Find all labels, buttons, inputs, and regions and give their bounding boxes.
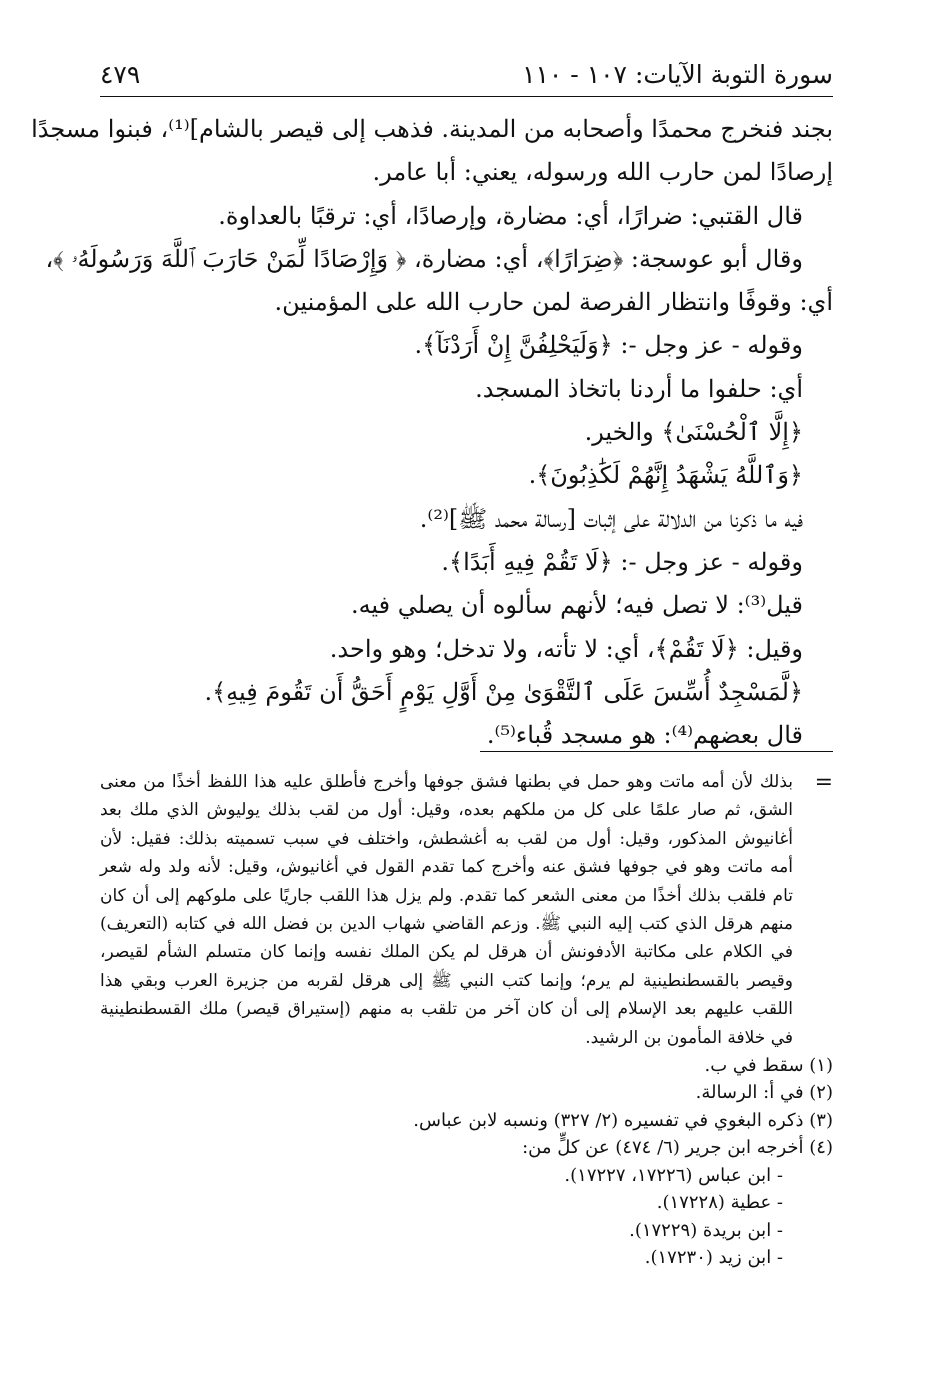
footnote-3: (٣) ذكره البغوي في تفسيره (٢/ ٣٢٧) ونسبه لابن عباس. [413, 1109, 833, 1131]
text-line: وقيل: ﴿لَا تَقُمْ﴾، أي: لا تأته، ولا تدخل؛ وهو واحد. [329, 634, 803, 663]
text-line: بجند فنخرج محمدًا وأصحابه من المدينة. فذهب إلى قيصر بالشام]⁽¹⁾، فبنوا مسجدًا [31, 115, 833, 143]
page-number: ٤٧٩ [100, 59, 141, 89]
footnote-line: أمه ماتت وهو في جوفها فشق عنه وأخرج كما تقدم القول في أغانيوش، وقيل: لأنه ولد وله شعر [100, 857, 793, 878]
footnote-line: بذلك لأن أمه ماتت وهو حمل في بطنها فشق جوفها وأخرج فأطلق عليه هذا اللفظ أخذًا من معنى [100, 772, 793, 792]
footnote-line: أغانيوش المذكور، وقيل: أول من لقب به أغشطش، واختلف في سبب تسميته بذلك: فقيل: لأن [100, 828, 793, 849]
footnotes [100, 768, 833, 1272]
text-line: أي: وقوفًا وانتظار الفرصة لمن حارب الله على المؤمنين. [274, 288, 833, 317]
running-header [100, 52, 833, 97]
footnote-line: تام فلقب بذلك أخذًا من معنى الشعر كما تقدم. ولم يزل هذا اللقب جاريًا على ملوكهم إلى أن كان [100, 885, 793, 906]
footnote-line: منهم هرقل الذي كتب إليه النبي ﷺ. وزعم القاضي شهاب الدين بن فضل الله في كتابه (التعريف) [100, 913, 793, 934]
footnote-sub-item: - ابن عباس (١٧٢٢٦، ١٧٢٢٧). [564, 1164, 783, 1186]
text-line: قال القتبي: ضرارًا، أي: مضارة، وإرصادًا، أي: ترقبًا بالعداوة. [218, 201, 803, 230]
surah-title: سورة التوبة الآيات: ١٠٧ - ١١٠ [522, 59, 833, 89]
footnote-continuation [100, 768, 833, 1052]
footnote-line: وقيصر بالقسطنطينية لم يرم؛ وإنما كتب النبي ﷺ إلى هرقل لقربه من جزيرة العرب وبقي هذا [100, 970, 793, 991]
text-line: ﴿لَّمَسْجِدٌ أُسِّسَ عَلَى ٱلتَّقْوَىٰ مِنْ أَوَّلِ يَوْمٍ أَحَقُّ أَن تَقُومَ فِيهِ﴾. [204, 677, 803, 706]
footnote-sub-item: - عطية (١٧٢٢٨). [656, 1192, 783, 1214]
footnote-line: الشق، ثم صار علمًا على كل من ملكهم بعده، وقيل: أول من لقب بذلك يوليوش الذي ملك بعد [100, 800, 793, 821]
text-line: قال بعضهم⁽⁴⁾: هو مسجد قُباء⁽⁵⁾. [486, 721, 803, 750]
text-line: قيل⁽³⁾: لا تصل فيه؛ لأنهم سألوه أن يصلي فيه. [350, 591, 803, 620]
text-line: ﴿إِلَّا ٱلْحُسْنَىٰ﴾ والخير. [584, 418, 803, 447]
footnote-sub-item: - ابن بريدة (١٧٢٢٩). [629, 1219, 783, 1241]
footnote-separator [480, 751, 833, 752]
footnote-line: اللقب عليهم بعد الإسلام إلى أن كان آخر من تلقب به منهم (إستيراق قيصر) ملك القسطنطينية [100, 999, 793, 1020]
footnote-line: في الكلام على مكاتبة الأدفونش أن هرقل لم يكن الملك نفسه وإنما كان متسلم الشأم لقيصر، [100, 942, 793, 963]
main-text [31, 108, 833, 757]
text-line: إرصادًا لمن حارب الله ورسوله، يعني: أبا عامر. [372, 158, 833, 187]
text-line: وقوله - عز وجل -: ﴿لَا تَقُمْ فِيهِ أَبَدًا﴾. [441, 547, 803, 576]
footnote-1: (١) سقط في ب. [704, 1054, 833, 1076]
continuation-marker: = [814, 770, 833, 795]
footnote-4: (٤) أخرجه ابن جرير (٦/ ٤٧٤) عن كلٍّ من: [522, 1137, 833, 1159]
footnote-sub-item: - ابن زيد (١٧٢٣٠). [644, 1247, 783, 1269]
footnote-2: (٢) في أ: الرسالة. [695, 1082, 833, 1104]
text-line: ﴿وَٱللَّهُ يَشْهَدُ إِنَّهُمْ لَكَٰذِبُونَ﴾. [528, 461, 803, 490]
text-line: وقال أبو عوسجة: ﴿ضِرَارًا﴾، أي: مضارة، ﴿ وَإِرْصَادًا لِّمَنْ حَارَبَ ٱللَّهَ وَرَسُولَهُۥ ﴾، [45, 244, 803, 273]
text-line: أي: حلفوا ما أردنا باتخاذ المسجد. [475, 374, 803, 403]
text-line: وقوله - عز وجل -: ﴿وَلَيَحْلِفُنَّ إِنْ أَرَدْنَآ﴾. [414, 331, 803, 360]
footnote-line: في خلافة المأمون بن الرشيد. [585, 1027, 793, 1048]
text-line: فيه ما ذكرنا من الدلالة على إثبات [رسالة محمد ﷺ]⁽²⁾. [419, 504, 803, 533]
